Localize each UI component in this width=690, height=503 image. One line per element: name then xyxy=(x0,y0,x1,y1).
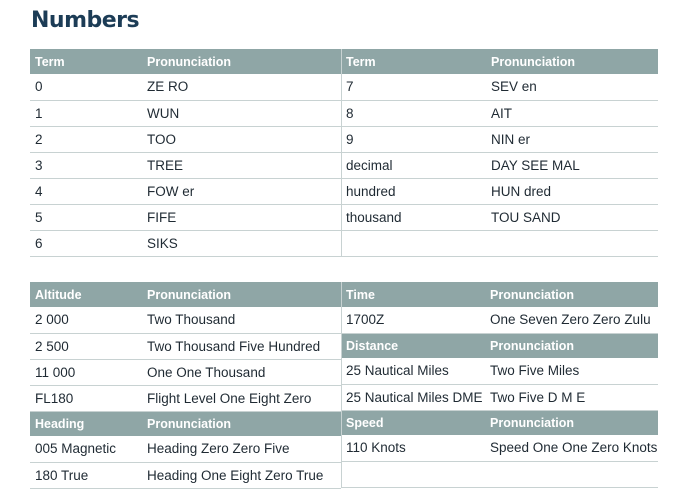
table-row xyxy=(30,74,341,100)
pronunciation-cell: One Seven Zero Zero Zulu xyxy=(485,307,658,333)
pronunciation-cell: SIKS xyxy=(142,230,341,256)
distance-cell: 25 Nautical Miles DME xyxy=(341,384,485,410)
pronunciation-cell: Two Five D M E xyxy=(485,384,658,410)
column-header-pronunciation: Pronunciation xyxy=(485,333,658,358)
pronunciation-cell: HUN dred xyxy=(486,178,658,204)
table-row xyxy=(30,462,341,488)
term-cell: 8 xyxy=(341,100,486,126)
term-cell: hundred xyxy=(341,178,486,204)
term-cell: 1 xyxy=(30,100,142,126)
table-row xyxy=(30,230,341,256)
table-row xyxy=(341,74,658,100)
table-row xyxy=(341,230,658,256)
table-row xyxy=(30,152,341,178)
heading-cell: 180 True xyxy=(30,462,142,488)
altitude-cell: 2 000 xyxy=(30,307,142,333)
table-row xyxy=(30,204,341,230)
table-row xyxy=(30,100,341,126)
numbers-table-divider xyxy=(341,49,342,256)
altitude-cell: 11 000 xyxy=(30,359,142,385)
pronunciation-cell: NIN er xyxy=(486,126,658,152)
table-row xyxy=(341,461,658,487)
pronunciation-cell: SEV en xyxy=(486,74,658,100)
column-header-pronunciation: Pronunciation xyxy=(485,410,658,435)
pronunciation-cell: Flight Level One Eight Zero xyxy=(142,385,341,411)
term-cell: 2 xyxy=(30,126,142,152)
heading-cell: 005 Magnetic xyxy=(30,436,142,462)
table-row xyxy=(341,435,658,461)
pronunciation-cell xyxy=(485,461,658,487)
pronunciation-cell: Heading One Eight Zero True xyxy=(142,462,341,488)
pronunciation-cell: Two Thousand xyxy=(142,307,341,333)
column-header-distance: Distance xyxy=(341,333,485,358)
units-table-divider xyxy=(341,282,342,487)
pronunciation-cell: One One Thousand xyxy=(142,359,341,385)
pronunciation-cell: FIFE xyxy=(142,204,341,230)
speed-cell: 110 Knots xyxy=(341,435,485,461)
distance-cell: 25 Nautical Miles xyxy=(341,358,485,384)
column-header-pronunciation: Pronunciation xyxy=(486,49,658,74)
table-row xyxy=(30,333,341,359)
column-header-pronunciation: Pronunciation xyxy=(142,411,341,436)
altitude-cell: 2 500 xyxy=(30,333,142,359)
column-header-pronunciation: Pronunciation xyxy=(142,282,341,307)
pronunciation-cell: FOW er xyxy=(142,178,341,204)
table-row xyxy=(30,178,341,204)
table-row xyxy=(30,126,341,152)
table-row xyxy=(30,359,341,385)
numbers-table-left xyxy=(30,49,341,257)
table-row xyxy=(30,307,341,333)
speed-cell xyxy=(341,461,485,487)
pronunciation-cell: DAY SEE MAL xyxy=(486,152,658,178)
table-row xyxy=(341,178,658,204)
table-row xyxy=(341,126,658,152)
pronunciation-cell: Heading Zero Zero Five xyxy=(142,436,341,462)
table-row xyxy=(341,358,658,384)
pronunciation-cell: TREE xyxy=(142,152,341,178)
pronunciation-cell: ZE RO xyxy=(142,74,341,100)
time-cell: 1700Z xyxy=(341,307,485,333)
pronunciation-cell: WUN xyxy=(142,100,341,126)
pronunciation-cell xyxy=(486,230,658,256)
term-cell: 0 xyxy=(30,74,142,100)
table-row xyxy=(341,384,658,410)
column-header-term: Term xyxy=(30,49,142,74)
column-header-time: Time xyxy=(341,282,485,307)
term-cell: decimal xyxy=(341,152,486,178)
time-distance-speed-table xyxy=(341,282,658,488)
term-cell: 6 xyxy=(30,230,142,256)
term-cell: 4 xyxy=(30,178,142,204)
table-row xyxy=(30,436,341,462)
pronunciation-cell: AIT xyxy=(486,100,658,126)
column-header-heading: Heading xyxy=(30,411,142,436)
column-header-altitude: Altitude xyxy=(30,282,142,307)
term-cell: 7 xyxy=(341,74,486,100)
term-cell: 5 xyxy=(30,204,142,230)
pronunciation-cell: TOU SAND xyxy=(486,204,658,230)
altitude-cell: FL180 xyxy=(30,385,142,411)
column-header-term: Term xyxy=(341,49,486,74)
pronunciation-cell: TOO xyxy=(142,126,341,152)
altitude-heading-table xyxy=(30,282,341,489)
pronunciation-cell: Two Thousand Five Hundred xyxy=(142,333,341,359)
column-header-speed: Speed xyxy=(341,410,485,435)
column-header-pronunciation: Pronunciation xyxy=(485,282,658,307)
term-cell: thousand xyxy=(341,204,486,230)
term-cell: 9 xyxy=(341,126,486,152)
term-cell: 3 xyxy=(30,152,142,178)
table-row xyxy=(341,100,658,126)
table-row xyxy=(30,385,341,411)
table-row xyxy=(341,204,658,230)
column-header-pronunciation: Pronunciation xyxy=(142,49,341,74)
term-cell xyxy=(341,230,486,256)
table-row xyxy=(341,307,658,333)
page-title: Numbers xyxy=(31,8,140,33)
numbers-table-right xyxy=(341,49,658,257)
pronunciation-cell: Two Five Miles xyxy=(485,358,658,384)
pronunciation-cell: Speed One One Zero Knots xyxy=(485,435,658,461)
table-row xyxy=(341,152,658,178)
